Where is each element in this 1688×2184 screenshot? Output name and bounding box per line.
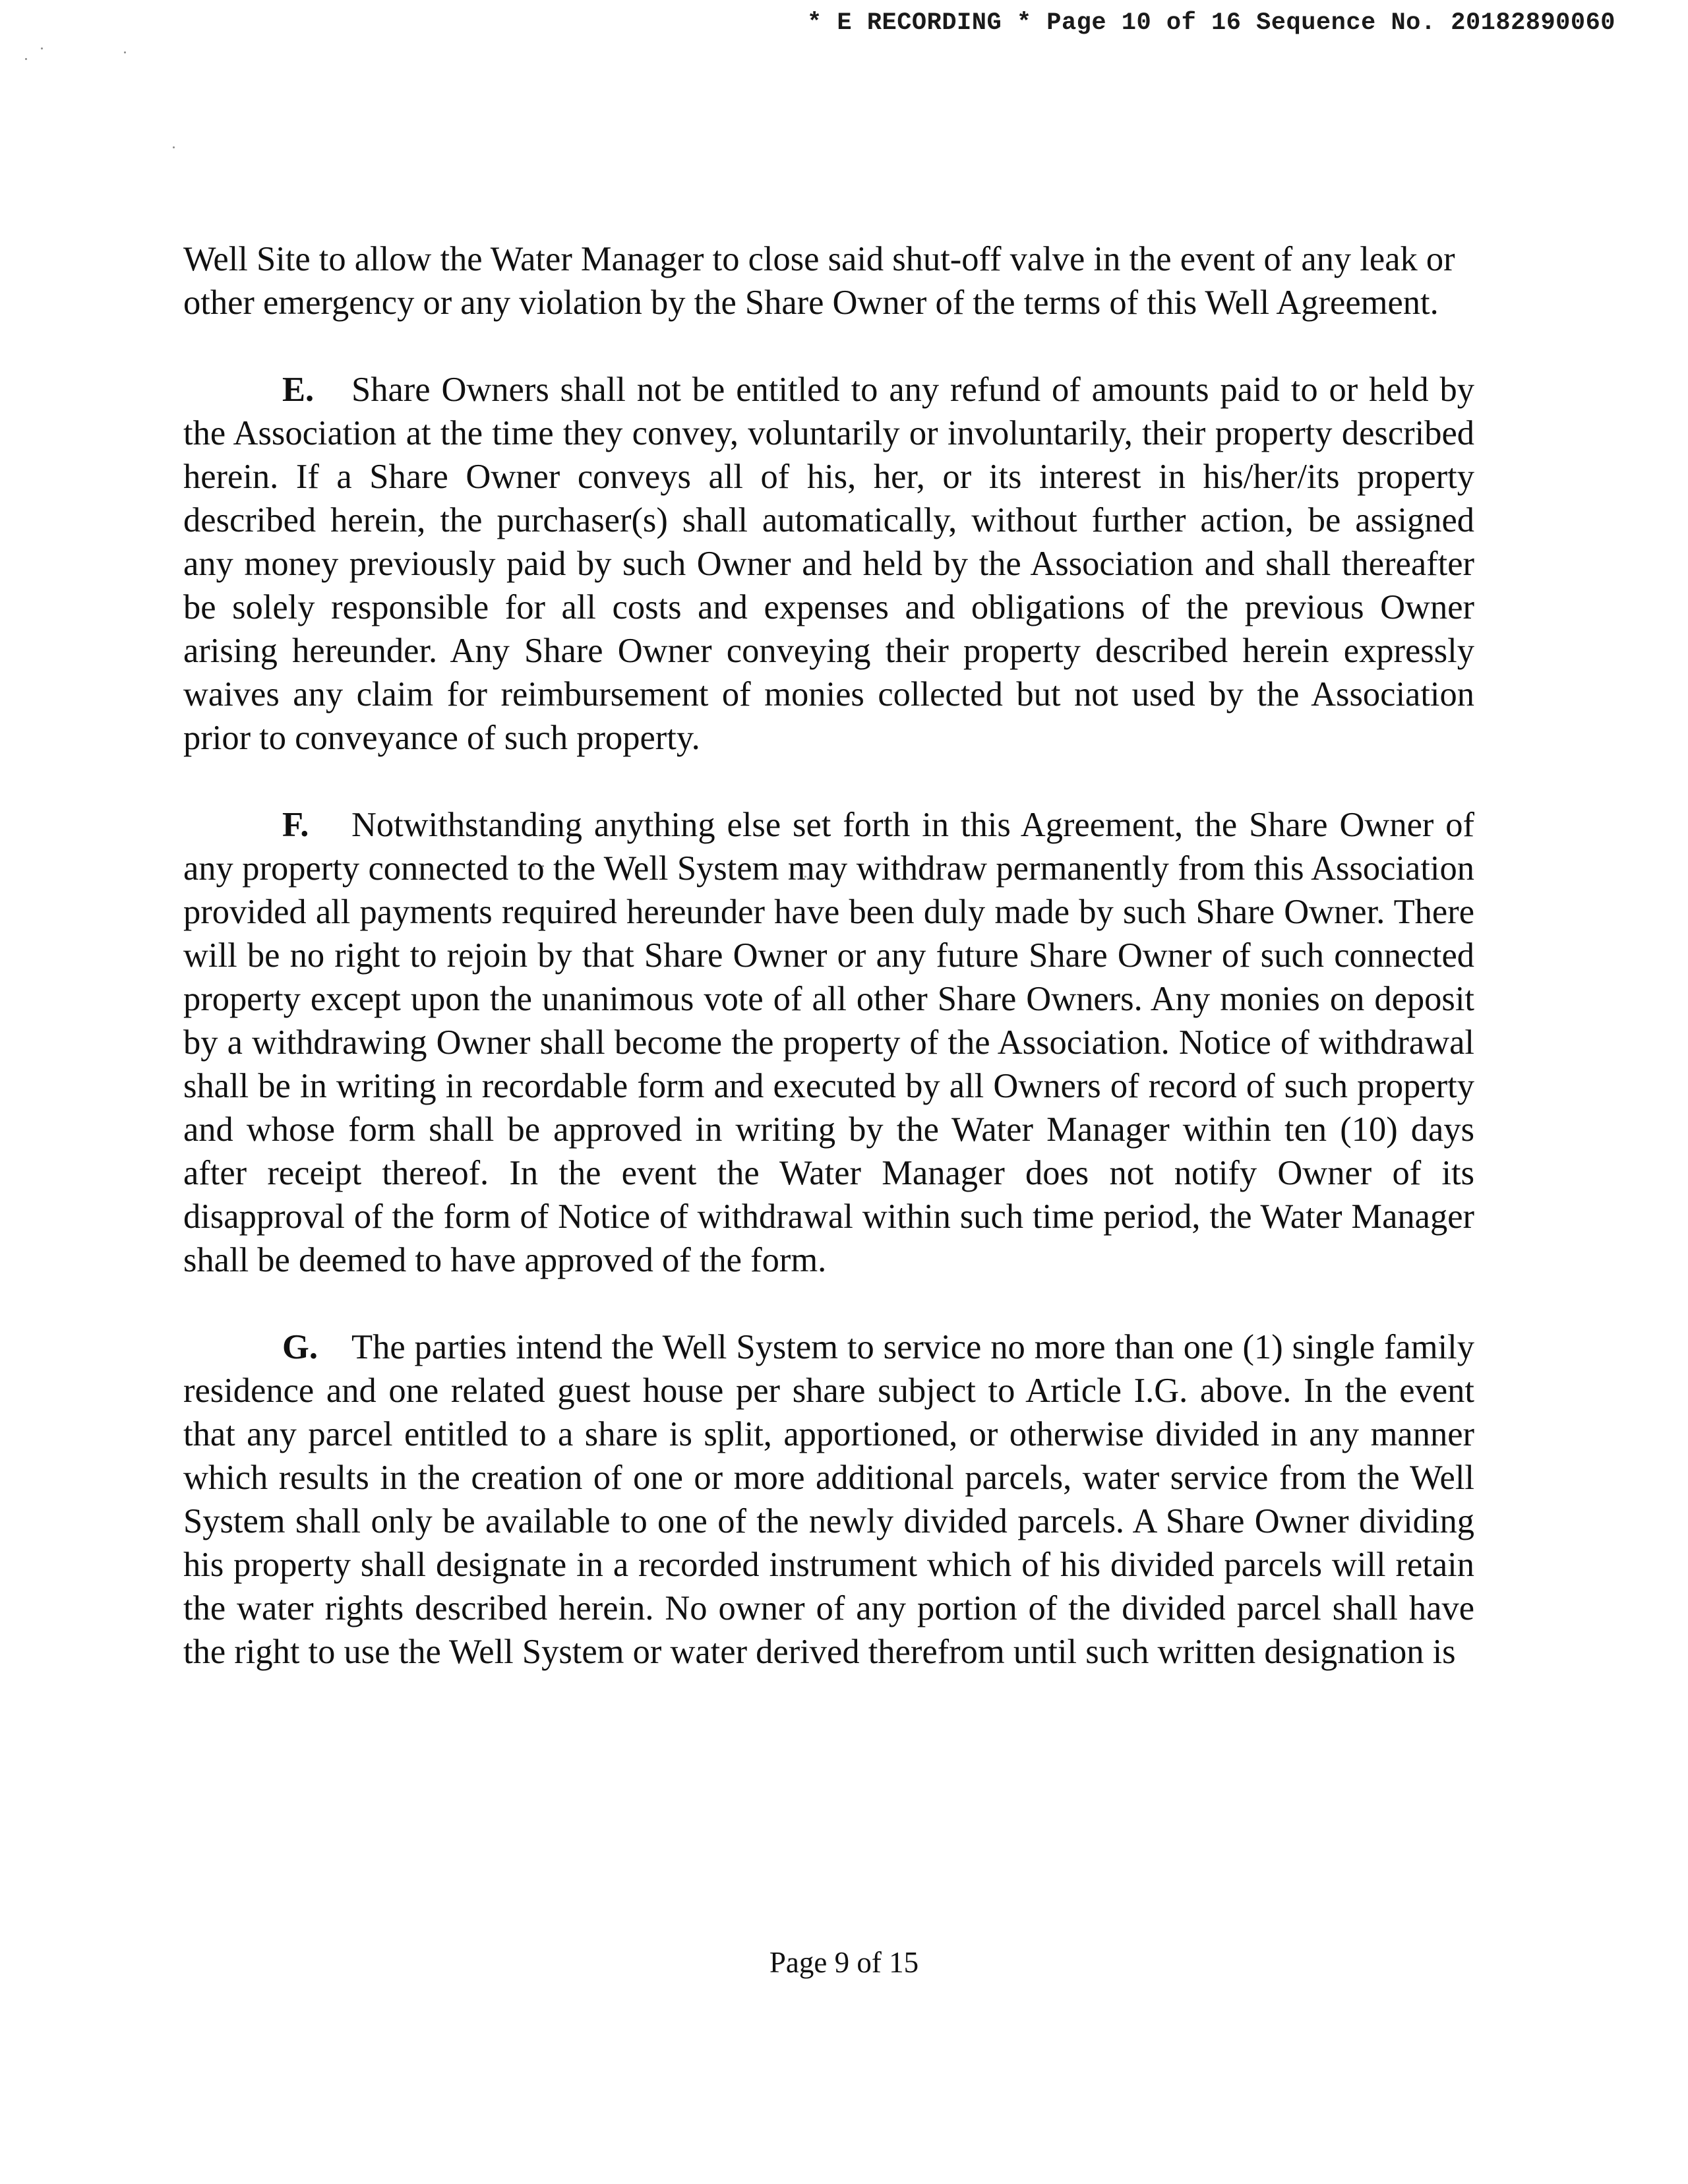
section-letter: E.	[282, 371, 315, 409]
document-body	[183, 237, 1474, 1717]
recording-header: * E RECORDING * Page 10 of 16 Sequence No. 20182890060	[807, 9, 1615, 37]
scan-speck	[124, 51, 126, 53]
section-text: Notwithstanding anything else set forth in this Agreement, the Share Owner of any property connected to the Well System may withdraw permanently from this Association provided all payments required hereunder have been duly made by such Share Owner. There will be no right to rejoin by that Share Owner or any future Share Owner of such connected property except upon the unanimous vote of all other Share Owners. Any monies on deposit by a withdrawing Owner shall become the property of the Association. Notice of withdrawal shall be in writing in recordable form and executed by all Owners of record of such property and whose form shall be approved in writing by the Water Manager within ten (10) days after receipt thereof. In the event the Water Manager does not notify Owner of its disapproval of the form of Notice of withdrawal within such time period, the Water Manager shall be deemed to have approved of the form.	[183, 806, 1474, 1279]
scan-speck	[25, 58, 27, 60]
section-e	[183, 368, 1474, 760]
continuation-paragraph: Well Site to allow the Water Manager to close said shut-off valve in the event of any leak or other emergency or any violation by the Share Owner of the terms of this Well Agreement.	[183, 240, 1455, 322]
scan-speck	[173, 146, 175, 148]
section-text: Share Owners shall not be entitled to any refund of amounts paid to or held by the Association at the time they convey, voluntarily or involuntarily, their property described herein. If a Share Owner conveys all of his, her, or its interest in his/her/its property described herein, the purchaser(s) shall automatically, without further action, be assigned any money previously paid by such Owner and held by the Association and shall thereafter be solely responsible for all costs and expenses and obligations of the previous Owner arising hereunder. Any Share Owner conveying their property described herein expressly waives any claim for reimbursement of monies collected but not used by the Association prior to conveyance of such property.	[183, 371, 1474, 757]
scan-speck	[41, 47, 43, 49]
page-number: Page 9 of 15	[769, 1946, 919, 1979]
section-letter: G.	[282, 1328, 318, 1366]
section-f	[183, 803, 1474, 1282]
section-letter: F.	[282, 806, 309, 844]
section-g	[183, 1325, 1474, 1674]
section-text: The parties intend the Well System to service no more than one (1) single family residence and one related guest house per share subject to Article I.G. above. In the event that any parcel entitled to a share is split, apportioned, or otherwise divided in any manner which results in the creation of one or more additional parcels, water service from the Well System shall only be available to one of the newly divided parcels. A Share Owner dividing his property shall designate in a recorded instrument which of his divided parcels will retain the water rights described herein. No owner of any portion of the divided parcel shall have the right to use the Well System or water derived therefrom until such written designation is	[183, 1328, 1474, 1671]
